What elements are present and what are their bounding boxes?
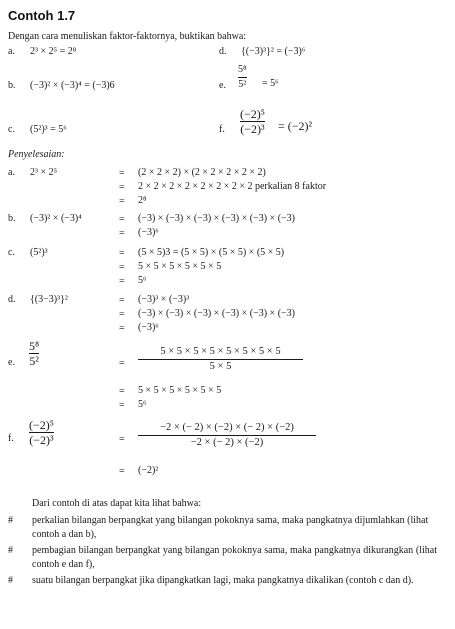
- problem-c-expr: (5²)³ = 5⁶: [30, 124, 67, 135]
- solution-f-fraction-numerator: −2 × (− 2) × (−2) × (− 2) × (−2): [160, 422, 294, 433]
- problem-f-label: f.: [219, 124, 225, 135]
- equals-sign: =: [119, 248, 125, 259]
- equals-sign: =: [119, 262, 125, 273]
- solution-c-line-2: 5 × 5 × 5 × 5 × 5 × 5: [138, 261, 222, 272]
- bullet-hash: #: [8, 545, 13, 556]
- solution-f-lhs-numerator: (−2)⁵: [29, 418, 54, 432]
- summary-intro: Dari contoh di atas dapat kita lihat bahwa:: [32, 498, 202, 509]
- solution-f-fraction-denominator: −2 × (− 2) × (−2): [190, 437, 264, 448]
- solution-c-label: c.: [8, 247, 15, 258]
- equals-sign: =: [119, 196, 125, 207]
- equals-sign: =: [119, 466, 125, 477]
- solution-a-lhs: 2³ × 2⁵: [30, 167, 58, 178]
- problem-b-label: b.: [8, 80, 16, 91]
- problem-e-fraction: [238, 64, 247, 91]
- problem-e-numerator: 5⁸: [238, 64, 247, 75]
- solution-d-line-2: (−3) × (−3) × (−3) × (−3) × (−3) × (−3): [138, 308, 295, 319]
- intro-text: Dengan cara menuliskan faktor-faktornya, buktikan bahwa:: [8, 31, 247, 42]
- equals-sign: =: [119, 386, 125, 397]
- solution-e-line-2: 5⁶: [138, 399, 147, 410]
- solution-e-label: e.: [8, 357, 15, 368]
- solution-d-line-3: (−3)⁶: [138, 322, 159, 333]
- problem-f-numerator: (−2)⁵: [240, 107, 265, 121]
- problem-e-rhs: = 5⁶: [262, 78, 279, 89]
- equals-sign: =: [119, 358, 125, 369]
- problem-b-expr: (−3)² × (−3)⁴ = (−3)6: [30, 80, 115, 91]
- solution-e-lhs-numerator: 5⁸: [29, 339, 40, 353]
- solution-a-line-3: 2⁸: [138, 195, 147, 206]
- solution-e-lhs-denominator: 5²: [29, 354, 39, 368]
- example-title: Contoh 1.7: [8, 8, 76, 23]
- equals-sign: =: [119, 214, 125, 225]
- note-3: suatu bilangan berpangkat jika dipangkatkan lagi, maka pangkatnya dikalikan (contoh c dan d).: [32, 575, 414, 586]
- problem-f-denominator: (−2)³: [240, 122, 265, 136]
- solution-b-line-1: (−3) × (−3) × (−3) × (−3) × (−3) × (−3): [138, 213, 295, 224]
- problem-a-label: a.: [8, 46, 15, 57]
- solution-d-lhs: {(3−3)³}²: [30, 294, 68, 305]
- solution-b-line-2: (−3)⁶: [138, 227, 159, 238]
- solution-e-lhs-fraction: [29, 340, 39, 367]
- solution-e-fraction: [138, 346, 303, 373]
- equals-sign: =: [119, 228, 125, 239]
- problem-a-expr: 2³ × 2⁵ = 2⁸: [30, 46, 77, 57]
- solution-c-line-3: 5⁶: [138, 275, 147, 286]
- solution-a-label: a.: [8, 167, 15, 178]
- solution-f-line-1: (−2)²: [138, 465, 159, 476]
- solution-e-line-1: 5 × 5 × 5 × 5 × 5 × 5: [138, 385, 222, 396]
- equals-sign: =: [119, 182, 125, 193]
- problem-d-label: d.: [219, 46, 227, 57]
- problem-f-fraction: [240, 108, 265, 135]
- equals-sign: =: [119, 295, 125, 306]
- solution-d-line-1: (−3)³ × (−3)³: [138, 294, 190, 305]
- problem-e-denominator: 5²: [238, 79, 247, 90]
- equals-sign: =: [119, 323, 125, 334]
- solution-e-fraction-numerator: 5 × 5 × 5 × 5 × 5 × 5 × 5 × 5: [160, 346, 281, 357]
- note-2: pembagian bilangan berpangkat yang bilangan pokoknya sama, maka pangkatnya dikurangkan (lihat contoh e dan f),: [32, 545, 437, 570]
- problem-f-rhs: = (−2)²: [278, 119, 313, 133]
- solution-f-lhs-denominator: (−2)³: [29, 433, 54, 447]
- problem-d-expr: {(−3)³}² = (−3)⁶: [241, 46, 306, 57]
- solution-f-label: f.: [8, 433, 14, 444]
- solution-b-lhs: (−3)² × (−3)⁴: [30, 213, 82, 224]
- solution-f-lhs-fraction: [29, 419, 54, 446]
- problem-c-label: c.: [8, 124, 15, 135]
- note-1: perkalian bilangan berpangkat yang bilangan pokoknya sama, maka pangkatnya dijumlahkan (lihat contoh a dan b),: [32, 515, 429, 540]
- bullet-hash: #: [8, 515, 13, 526]
- equals-sign: =: [119, 168, 125, 179]
- solution-b-label: b.: [8, 213, 16, 224]
- problem-e-label: e.: [219, 80, 226, 91]
- equals-sign: =: [119, 309, 125, 320]
- solution-c-lhs: (5²)³: [30, 247, 48, 258]
- solution-heading: Penyelesaian:: [8, 149, 65, 160]
- solution-a-line-1: (2 × 2 × 2) × (2 × 2 × 2 × 2 × 2): [138, 167, 266, 178]
- solution-e-fraction-denominator: 5 × 5: [209, 361, 232, 372]
- solution-c-line-1: (5 × 5)3 = (5 × 5) × (5 × 5) × (5 × 5): [138, 247, 285, 258]
- equals-sign: =: [119, 400, 125, 411]
- bullet-hash: #: [8, 575, 13, 586]
- solution-a-line-2: 2 × 2 × 2 × 2 × 2 × 2 × 2 × 2 perkalian 8 faktor: [138, 181, 327, 192]
- equals-sign: =: [119, 276, 125, 287]
- solution-f-fraction: [138, 422, 316, 449]
- solution-d-label: d.: [8, 294, 16, 305]
- equals-sign: =: [119, 434, 125, 445]
